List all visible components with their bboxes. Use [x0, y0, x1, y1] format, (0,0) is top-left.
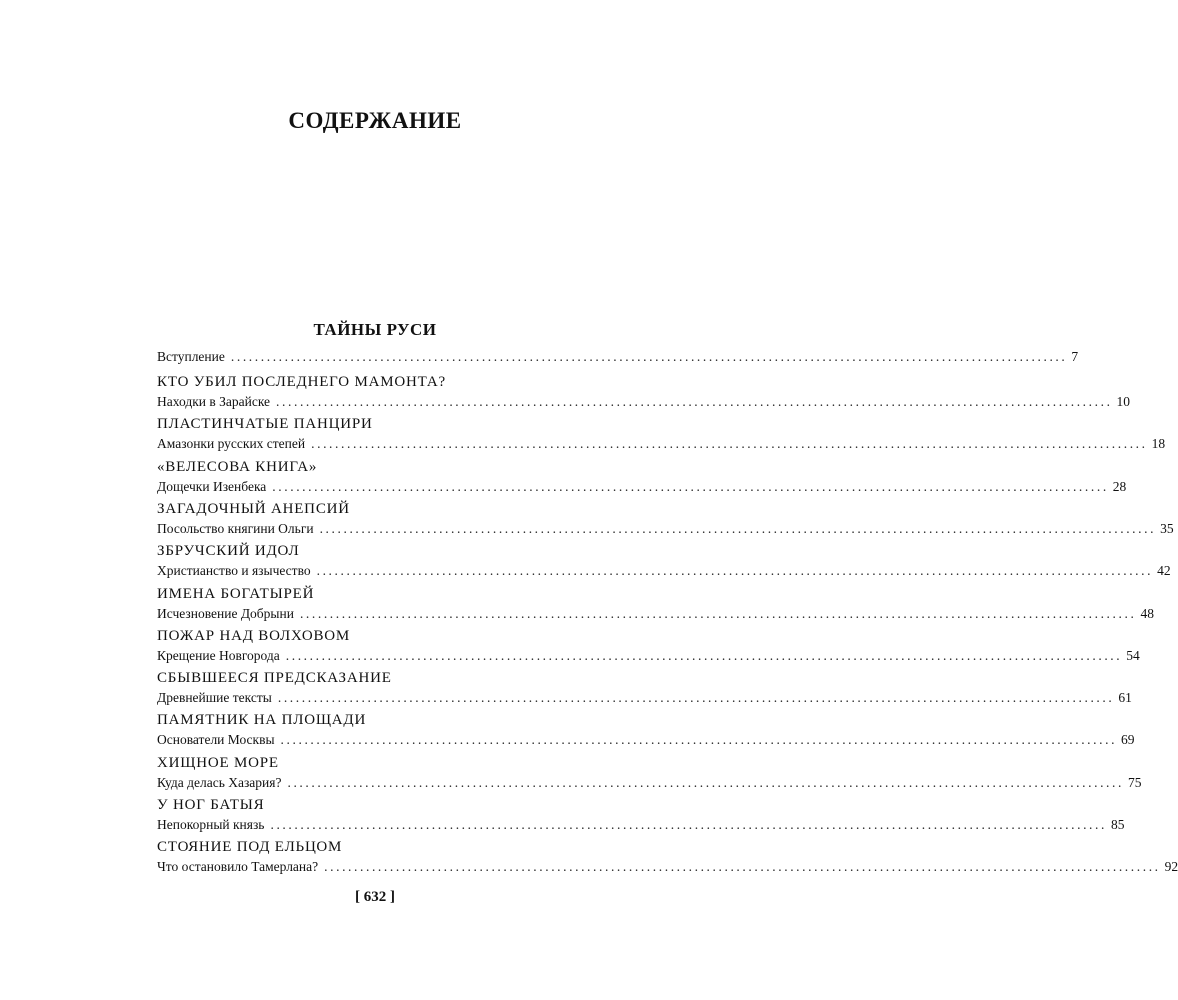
dot-leader: ............................................................................................................................................ — [272, 478, 1109, 494]
toc-entry-page: 85 — [1110, 817, 1125, 832]
toc-entry[interactable] — [157, 647, 1140, 664]
toc-entry[interactable] — [157, 605, 1154, 622]
toc-entry[interactable] — [157, 394, 1131, 410]
chapter-heading: ХИЩНОЕ МОРЕ — [157, 754, 279, 771]
page-number: [ 632 ] — [355, 889, 395, 905]
toc-entry-title: Исчезновение Добрыни — [157, 605, 294, 621]
toc-entry[interactable] — [157, 690, 1132, 706]
toc-entry-page: 54 — [1126, 647, 1140, 663]
dot-leader: ............................................................................................................................................ — [319, 520, 1157, 536]
dot-leader: ............................................................................................................................................ — [311, 436, 1148, 452]
toc-entry-title: Вступление — [157, 349, 225, 364]
toc-entry-title: Дощечки Изенбека — [157, 478, 267, 494]
toc-entry-title: Посольство княгини Ольги — [157, 520, 314, 536]
toc-entry-page: 7 — [1071, 349, 1079, 364]
chapter-heading: «ВЕЛЕСОВА КНИГА» — [157, 458, 318, 475]
toc-entry-page: 48 — [1140, 605, 1154, 621]
toc-entry-title: Амазонки русских степей — [157, 436, 306, 452]
chapter-heading: У НОГ БАТЫЯ — [157, 797, 265, 813]
dot-leader: ............................................................................................................................................ — [277, 690, 1115, 706]
toc-entry[interactable] — [157, 563, 1171, 579]
chapter-heading: КТО УБИЛ ПОСЛЕДНЕГО МАМОНТА? — [157, 374, 446, 390]
dot-leader: ............................................................................................................................................ — [270, 817, 1107, 832]
dot-leader: ............................................................................................................................................ — [324, 859, 1161, 875]
chapter-heading: ЗБРУЧСКИЙ ИДОЛ — [157, 543, 300, 560]
dot-leader: ............................................................................................................................................ — [316, 563, 1154, 579]
toc-entry-page: 92 — [1164, 859, 1178, 875]
toc-entry-page: 75 — [1127, 774, 1142, 790]
toc-entry-page: 42 — [1157, 563, 1171, 579]
toc-entry-intro[interactable] — [157, 349, 1079, 365]
section-title: ТАЙНЫ РУСИ — [313, 320, 437, 339]
toc-entry-page: 61 — [1118, 690, 1132, 706]
dot-leader: ............................................................................................................................................ — [285, 647, 1123, 663]
chapter-heading: СБЫВШЕЕСЯ ПРЕДСКАЗАНИЕ — [157, 670, 392, 687]
chapter-heading: ПОЖАР НАД ВОЛХОВОМ — [157, 627, 351, 644]
toc-entry-title: Куда делась Хазария? — [157, 774, 282, 790]
toc-entry-title: Находки в Зарайске — [157, 394, 271, 409]
dot-leader: ............................................................................................................................................ — [299, 605, 1137, 621]
toc-entry[interactable] — [157, 436, 1166, 452]
toc-entry-page: 18 — [1151, 436, 1166, 452]
toc-entry-page: 28 — [1112, 478, 1127, 494]
toc-entry-title: Древнейшие тексты — [157, 690, 272, 706]
chapter-heading: ПАМЯТНИК НА ПЛОЩАДИ — [157, 712, 367, 729]
toc-entry-title: Основатели Москвы — [157, 732, 275, 748]
page-title: СОДЕРЖАНИЕ — [288, 108, 462, 133]
toc-entry-page: 10 — [1116, 394, 1131, 409]
dot-leader: ............................................................................................................................................ — [276, 394, 1113, 409]
dot-leader: ............................................................................................................................................ — [230, 349, 1068, 364]
toc-entry-title: Непокорный князь — [157, 817, 265, 832]
toc-entry[interactable] — [157, 859, 1178, 875]
toc-entry-page: 35 — [1160, 520, 1174, 536]
toc-entry[interactable] — [157, 774, 1142, 791]
toc-entry-title: Что остановило Тамерлана? — [157, 859, 319, 875]
toc-entry-title: Крещение Новгорода — [157, 647, 280, 663]
toc-entry[interactable] — [157, 732, 1135, 748]
toc-entry-page: 69 — [1121, 732, 1135, 748]
chapter-heading: ПЛАСТИНЧАТЫЕ ПАНЦИРИ — [157, 416, 373, 433]
chapter-heading: ИМЕНА БОГАТЫРЕЙ — [157, 585, 315, 602]
toc-entry-title: Христианство и язычество — [157, 563, 311, 579]
toc-entry[interactable] — [157, 520, 1174, 537]
dot-leader: ............................................................................................................................................ — [280, 732, 1118, 748]
chapter-heading: СТОЯНИЕ ПОД ЕЛЬЦОМ — [157, 839, 343, 856]
chapter-heading: ЗАГАДОЧНЫЙ АНЕПСИЙ — [157, 500, 350, 517]
toc-entry[interactable] — [157, 817, 1125, 833]
dot-leader: ............................................................................................................................................ — [287, 774, 1124, 790]
toc-entry[interactable] — [157, 478, 1127, 495]
